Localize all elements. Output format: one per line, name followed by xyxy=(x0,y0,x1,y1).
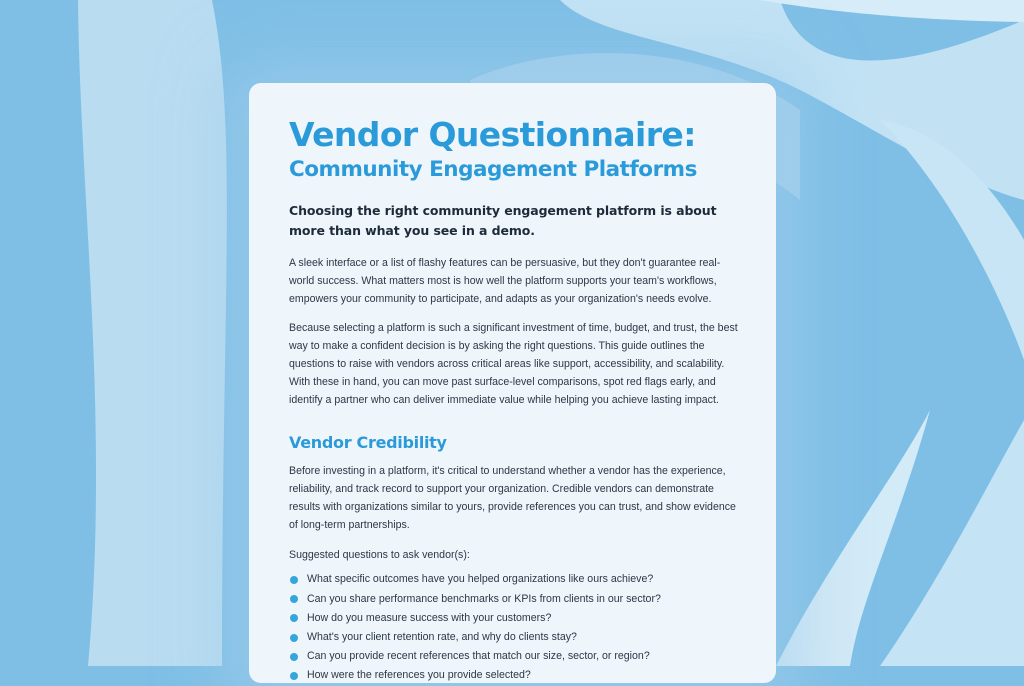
bullet-dot-icon xyxy=(290,576,298,584)
section-heading-vendor-credibility: Vendor Credibility xyxy=(289,432,447,452)
question-text: How do you measure success with your customers? xyxy=(307,611,552,624)
list-item xyxy=(289,666,741,685)
intro-paragraph-1: A sleek interface or a list of flashy features can be persuasive, but they don't guarantee real-world success. What matters most is how well the platform supports your team's workflows, empowers your community to participate, and adapts as your organization's needs evolve. xyxy=(289,257,721,306)
section-body: Before investing in a platform, it's critical to understand whether a vendor has the experience, reliability, and track record to support your organization. Credible vendors can demonstrate results with organizations similar to yours, provide references you can trust, and show evidence of long-term partnerships. xyxy=(289,464,736,532)
card-content xyxy=(289,115,741,686)
list-item xyxy=(289,628,741,647)
question-text: Can you share performance benchmarks or KPIs from clients in our sector? xyxy=(307,592,661,605)
document-title: Vendor Questionnaire: xyxy=(289,115,696,154)
list-item xyxy=(289,609,741,628)
intro-paragraph-2: Because selecting a platform is such a significant investment of time, budget, and trust, the best way to make a confident decision is by asking the right questions. This guide outlines the questions to raise with vendors across critical areas like support, accessibility, and scalability. With these in hand, you can move past surface-level comparisons, spot red flags early, and identify a partner who can deliver immediate value while helping you achieve lasting impact. xyxy=(289,321,738,407)
question-text: What's your client retention rate, and why do clients stay? xyxy=(307,631,577,644)
document-subtitle: Community Engagement Platforms xyxy=(289,157,697,182)
question-text: How were the references you provide selected? xyxy=(307,669,531,682)
list-item xyxy=(289,590,741,609)
list-item xyxy=(289,570,741,589)
bullet-dot-icon xyxy=(290,653,298,661)
questions-list xyxy=(289,570,741,685)
questionnaire-card xyxy=(249,83,776,683)
bullet-dot-icon xyxy=(290,595,298,603)
bullet-dot-icon xyxy=(290,672,298,680)
bullet-dot-icon xyxy=(290,634,298,642)
question-text: What specific outcomes have you helped organizations like ours achieve? xyxy=(307,573,654,586)
lead-statement: Choosing the right community engagement platform is about more than what you see in a demo. xyxy=(289,203,717,238)
bullet-dot-icon xyxy=(290,614,298,622)
questions-intro: Suggested questions to ask vendor(s): xyxy=(289,549,470,562)
question-text: Can you provide recent references that match our size, sector, or region? xyxy=(307,650,650,663)
list-item xyxy=(289,647,741,666)
